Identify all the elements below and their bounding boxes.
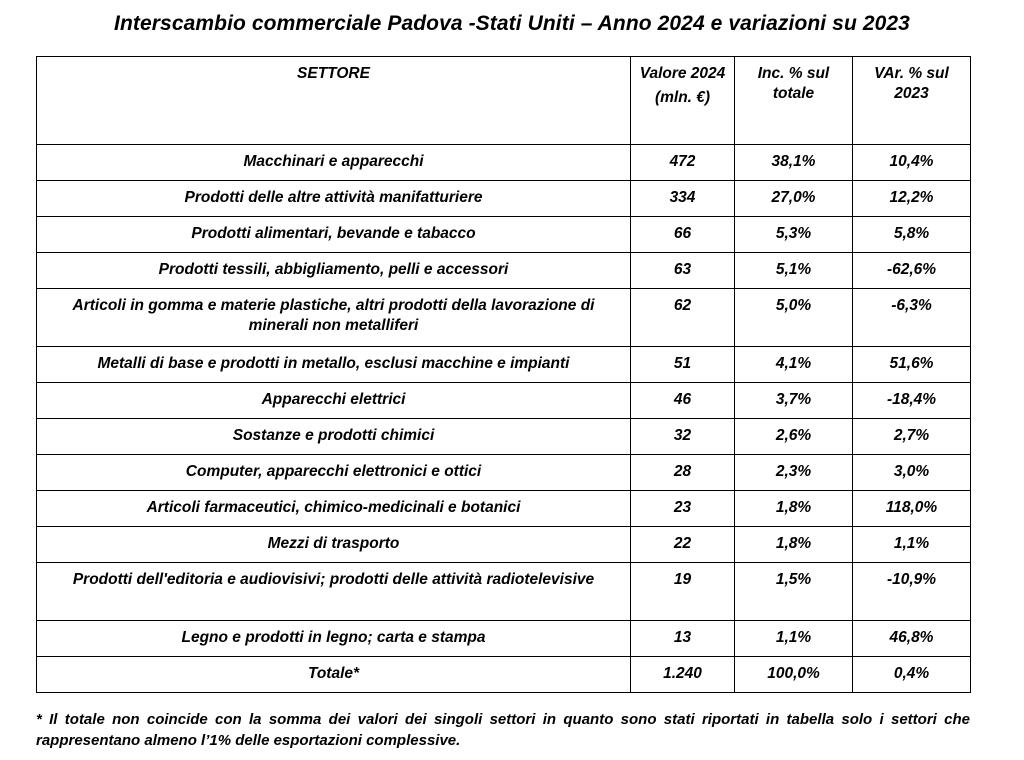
cell-sector: Computer, apparecchi elettronici e ottici — [37, 455, 631, 491]
cell-share: 4,1% — [735, 347, 853, 383]
table-row — [37, 419, 971, 455]
table-row — [37, 527, 971, 563]
cell-value: 32 — [631, 419, 735, 455]
table-total-row — [37, 657, 971, 693]
trade-table — [36, 56, 971, 693]
cell-share: 5,3% — [735, 217, 853, 253]
cell-change: 3,0% — [853, 455, 971, 491]
total-sector: Totale* — [37, 657, 631, 693]
footnote: * Il totale non coincide con la somma dei valori dei singoli settori in quanto sono stati riportati in tabella solo i settori che rappresentano almeno l’1% delle esportazioni complessive. — [36, 711, 970, 749]
table-row — [37, 217, 971, 253]
cell-sector: Metalli di base e prodotti in metallo, esclusi macchine e impianti — [37, 347, 631, 383]
table-row — [37, 145, 971, 181]
table-row — [37, 253, 971, 289]
cell-change: 1,1% — [853, 527, 971, 563]
cell-value: 19 — [631, 563, 735, 621]
cell-value: 66 — [631, 217, 735, 253]
cell-value: 62 — [631, 289, 735, 347]
cell-change: -10,9% — [853, 563, 971, 621]
cell-sector: Articoli in gomma e materie plastiche, altri prodotti della lavorazione di minerali non metalliferi — [37, 289, 631, 347]
header-sector: SETTORE — [37, 57, 631, 145]
cell-share: 1,8% — [735, 491, 853, 527]
total-change: 0,4% — [853, 657, 971, 693]
cell-change: 10,4% — [853, 145, 971, 181]
cell-change: -6,3% — [853, 289, 971, 347]
cell-share: 5,1% — [735, 253, 853, 289]
table-row — [37, 383, 971, 419]
cell-value: 28 — [631, 455, 735, 491]
cell-change: 2,7% — [853, 419, 971, 455]
cell-value: 472 — [631, 145, 735, 181]
cell-share: 5,0% — [735, 289, 853, 347]
cell-change: 46,8% — [853, 621, 971, 657]
cell-share: 2,6% — [735, 419, 853, 455]
header-value-unit: (mln. €) — [654, 89, 711, 106]
cell-change: -18,4% — [853, 383, 971, 419]
table-row — [37, 621, 971, 657]
table-row — [37, 181, 971, 217]
cell-sector: Prodotti delle altre attività manifatturiere — [37, 181, 631, 217]
cell-value: 23 — [631, 491, 735, 527]
cell-share: 27,0% — [735, 181, 853, 217]
header-share: Inc. % sul totale — [735, 57, 853, 145]
cell-change: 118,0% — [853, 491, 971, 527]
header-change: VAr. % sul 2023 — [853, 57, 971, 145]
table-row — [37, 563, 971, 621]
total-share: 100,0% — [735, 657, 853, 693]
table-row — [37, 491, 971, 527]
cell-share: 3,7% — [735, 383, 853, 419]
table-header-row — [37, 57, 971, 145]
page-title: Interscambio commerciale Padova -Stati Uniti – Anno 2024 e variazioni su 2023 — [114, 12, 910, 35]
total-value: 1.240 — [631, 657, 735, 693]
cell-sector: Macchinari e apparecchi — [37, 145, 631, 181]
cell-sector: Sostanze e prodotti chimici — [37, 419, 631, 455]
cell-sector: Prodotti tessili, abbigliamento, pelli e accessori — [37, 253, 631, 289]
cell-sector: Articoli farmaceutici, chimico-medicinali e botanici — [37, 491, 631, 527]
header-value-label: Valore 2024 — [639, 65, 726, 82]
table-row — [37, 455, 971, 491]
table-row — [37, 289, 971, 347]
cell-change: 51,6% — [853, 347, 971, 383]
cell-share: 1,5% — [735, 563, 853, 621]
cell-change: 5,8% — [853, 217, 971, 253]
cell-sector: Prodotti dell'editoria e audiovisivi; prodotti delle attività radiotelevisive — [37, 563, 631, 621]
cell-value: 63 — [631, 253, 735, 289]
cell-value: 51 — [631, 347, 735, 383]
cell-value: 334 — [631, 181, 735, 217]
cell-sector: Prodotti alimentari, bevande e tabacco — [37, 217, 631, 253]
cell-share: 1,8% — [735, 527, 853, 563]
cell-sector: Legno e prodotti in legno; carta e stampa — [37, 621, 631, 657]
cell-share: 38,1% — [735, 145, 853, 181]
cell-share: 2,3% — [735, 455, 853, 491]
cell-sector: Mezzi di trasporto — [37, 527, 631, 563]
cell-share: 1,1% — [735, 621, 853, 657]
header-value — [631, 57, 735, 145]
cell-value: 13 — [631, 621, 735, 657]
table-row — [37, 347, 971, 383]
cell-sector: Apparecchi elettrici — [37, 383, 631, 419]
cell-change: -62,6% — [853, 253, 971, 289]
cell-value: 22 — [631, 527, 735, 563]
cell-value: 46 — [631, 383, 735, 419]
cell-change: 12,2% — [853, 181, 971, 217]
